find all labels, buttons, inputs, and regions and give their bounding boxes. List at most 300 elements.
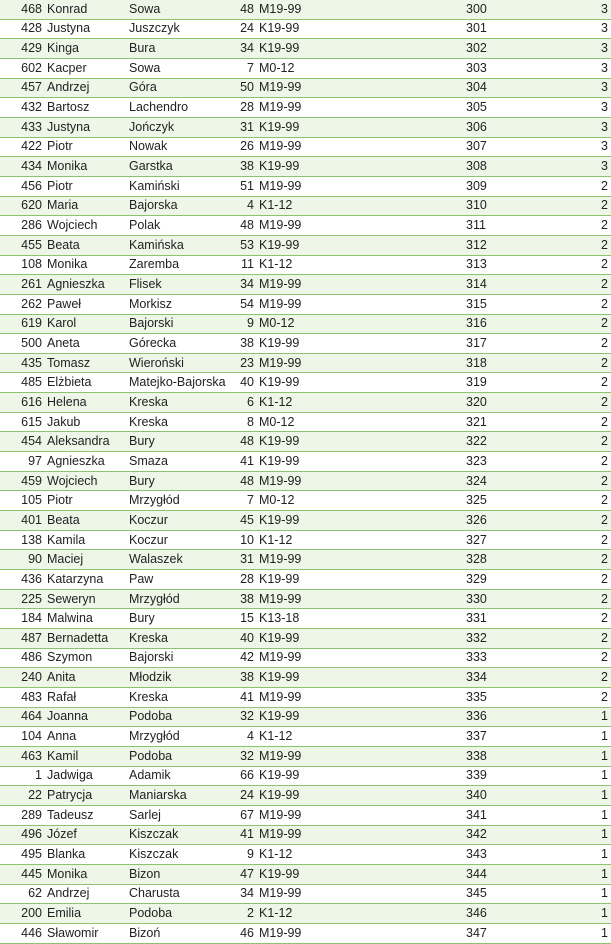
points-cell: 2 [586,196,611,216]
last-name-cell: Kamińska [127,235,229,255]
first-name-cell: Sławomir [45,923,127,943]
first-name-cell: Monika [45,255,127,275]
table-row [0,452,611,472]
last-name-cell: Sarlej [127,805,229,825]
place-cell: 331 [466,609,586,629]
points-cell: 2 [586,432,611,452]
table-row [0,825,611,845]
first-name-cell: Piotr [45,491,127,511]
last-name-cell: Wieroński [127,353,229,373]
last-name-cell: Kreska [127,412,229,432]
points-cell: 2 [586,334,611,354]
points-cell: 2 [586,648,611,668]
category-cell: M19-99 [257,0,466,19]
age-cell: 31 [229,117,257,137]
last-name-cell: Bura [127,39,229,59]
last-name-cell: Zaremba [127,255,229,275]
table-row [0,58,611,78]
points-cell: 3 [586,117,611,137]
first-name-cell: Karol [45,314,127,334]
start-number-cell: 435 [0,353,45,373]
last-name-cell: Młodzik [127,668,229,688]
start-number-cell: 487 [0,629,45,649]
last-name-cell: Bury [127,471,229,491]
table-row [0,589,611,609]
age-cell: 48 [229,471,257,491]
place-cell: 328 [466,550,586,570]
first-name-cell: Elżbieta [45,373,127,393]
start-number-cell: 105 [0,491,45,511]
last-name-cell: Polak [127,216,229,236]
last-name-cell: Charusta [127,884,229,904]
age-cell: 66 [229,766,257,786]
last-name-cell: Koczur [127,530,229,550]
points-cell: 3 [586,78,611,98]
start-number-cell: 286 [0,216,45,236]
category-cell: M19-99 [257,884,466,904]
start-number-cell: 432 [0,98,45,118]
age-cell: 31 [229,550,257,570]
table-row [0,707,611,727]
first-name-cell: Joanna [45,707,127,727]
start-number-cell: 240 [0,668,45,688]
place-cell: 315 [466,294,586,314]
age-cell: 34 [229,39,257,59]
last-name-cell: Flisek [127,275,229,295]
last-name-cell: Matejko-Bajorska [127,373,229,393]
age-cell: 23 [229,353,257,373]
table-row [0,19,611,39]
place-cell: 326 [466,511,586,531]
table-row [0,255,611,275]
table-row [0,0,611,19]
place-cell: 327 [466,530,586,550]
table-row [0,884,611,904]
age-cell: 24 [229,786,257,806]
place-cell: 317 [466,334,586,354]
age-cell: 32 [229,746,257,766]
age-cell: 45 [229,511,257,531]
points-cell: 2 [586,629,611,649]
first-name-cell: Beata [45,235,127,255]
category-cell: M19-99 [257,825,466,845]
category-cell: M19-99 [257,589,466,609]
age-cell: 10 [229,530,257,550]
points-cell: 2 [586,589,611,609]
table-row [0,570,611,590]
age-cell: 6 [229,393,257,413]
points-cell: 1 [586,727,611,747]
last-name-cell: Podoba [127,707,229,727]
start-number-cell: 434 [0,157,45,177]
first-name-cell: Bartosz [45,98,127,118]
category-cell: K19-99 [257,707,466,727]
start-number-cell: 445 [0,864,45,884]
points-cell: 3 [586,157,611,177]
category-cell: M19-99 [257,176,466,196]
category-cell: M0-12 [257,58,466,78]
first-name-cell: Malwina [45,609,127,629]
table-row [0,176,611,196]
last-name-cell: Górecka [127,334,229,354]
last-name-cell: Kiszczak [127,825,229,845]
first-name-cell: Beata [45,511,127,531]
table-row [0,353,611,373]
table-row [0,864,611,884]
category-cell: K1-12 [257,727,466,747]
start-number-cell: 104 [0,727,45,747]
age-cell: 7 [229,491,257,511]
table-row [0,668,611,688]
start-number-cell: 97 [0,452,45,472]
last-name-cell: Walaszek [127,550,229,570]
table-row [0,98,611,118]
place-cell: 345 [466,884,586,904]
last-name-cell: Bajorska [127,196,229,216]
table-row [0,511,611,531]
place-cell: 325 [466,491,586,511]
first-name-cell: Bernadetta [45,629,127,649]
points-cell: 1 [586,766,611,786]
category-cell: M19-99 [257,275,466,295]
category-cell: K19-99 [257,511,466,531]
start-number-cell: 225 [0,589,45,609]
points-cell: 2 [586,412,611,432]
points-cell: 2 [586,393,611,413]
start-number-cell: 436 [0,570,45,590]
points-cell: 2 [586,687,611,707]
last-name-cell: Mrzygłód [127,491,229,511]
category-cell: K19-99 [257,786,466,806]
first-name-cell: Jadwiga [45,766,127,786]
points-cell: 2 [586,373,611,393]
table-row [0,687,611,707]
last-name-cell: Morkisz [127,294,229,314]
table-row [0,78,611,98]
place-cell: 312 [466,235,586,255]
category-cell: M0-12 [257,314,466,334]
place-cell: 307 [466,137,586,157]
start-number-cell: 500 [0,334,45,354]
category-cell: K19-99 [257,157,466,177]
first-name-cell: Szymon [45,648,127,668]
first-name-cell: Agnieszka [45,275,127,295]
first-name-cell: Justyna [45,19,127,39]
points-cell: 2 [586,275,611,295]
table-row [0,629,611,649]
category-cell: M19-99 [257,98,466,118]
points-cell: 1 [586,707,611,727]
last-name-cell: Adamik [127,766,229,786]
age-cell: 41 [229,452,257,472]
table-row [0,275,611,295]
category-cell: K19-99 [257,432,466,452]
place-cell: 303 [466,58,586,78]
first-name-cell: Kamila [45,530,127,550]
table-row [0,393,611,413]
place-cell: 332 [466,629,586,649]
points-cell: 2 [586,235,611,255]
start-number-cell: 138 [0,530,45,550]
start-number-cell: 483 [0,687,45,707]
start-number-cell: 22 [0,786,45,806]
last-name-cell: Jończyk [127,117,229,137]
start-number-cell: 289 [0,805,45,825]
points-cell: 3 [586,58,611,78]
first-name-cell: Konrad [45,0,127,19]
start-number-cell: 90 [0,550,45,570]
table-row [0,235,611,255]
place-cell: 339 [466,766,586,786]
age-cell: 9 [229,314,257,334]
first-name-cell: Katarzyna [45,570,127,590]
points-cell: 2 [586,294,611,314]
first-name-cell: Monika [45,864,127,884]
place-cell: 343 [466,845,586,865]
last-name-cell: Garstka [127,157,229,177]
category-cell: K13-18 [257,609,466,629]
start-number-cell: 108 [0,255,45,275]
table-row [0,746,611,766]
place-cell: 335 [466,687,586,707]
table-row [0,550,611,570]
place-cell: 309 [466,176,586,196]
category-cell: M19-99 [257,746,466,766]
first-name-cell: Kamil [45,746,127,766]
start-number-cell: 1 [0,766,45,786]
age-cell: 24 [229,19,257,39]
last-name-cell: Mrzygłód [127,727,229,747]
age-cell: 8 [229,412,257,432]
age-cell: 42 [229,648,257,668]
start-number-cell: 620 [0,196,45,216]
table-row [0,294,611,314]
start-number-cell: 455 [0,235,45,255]
last-name-cell: Bury [127,432,229,452]
start-number-cell: 602 [0,58,45,78]
age-cell: 2 [229,904,257,924]
place-cell: 333 [466,648,586,668]
category-cell: M19-99 [257,78,466,98]
table-row [0,157,611,177]
age-cell: 38 [229,157,257,177]
start-number-cell: 433 [0,117,45,137]
start-number-cell: 486 [0,648,45,668]
start-number-cell: 464 [0,707,45,727]
age-cell: 4 [229,196,257,216]
start-number-cell: 615 [0,412,45,432]
category-cell: K19-99 [257,117,466,137]
points-cell: 1 [586,904,611,924]
category-cell: K19-99 [257,373,466,393]
first-name-cell: Maria [45,196,127,216]
start-number-cell: 401 [0,511,45,531]
table-row [0,923,611,943]
age-cell: 54 [229,294,257,314]
category-cell: M19-99 [257,550,466,570]
age-cell: 11 [229,255,257,275]
age-cell: 7 [229,58,257,78]
start-number-cell: 463 [0,746,45,766]
first-name-cell: Blanka [45,845,127,865]
category-cell: K19-99 [257,334,466,354]
last-name-cell: Bajorski [127,314,229,334]
age-cell: 47 [229,864,257,884]
last-name-cell: Góra [127,78,229,98]
age-cell: 48 [229,216,257,236]
table-row [0,904,611,924]
last-name-cell: Juszczyk [127,19,229,39]
last-name-cell: Kamiński [127,176,229,196]
place-cell: 322 [466,432,586,452]
table-row [0,727,611,747]
points-cell: 1 [586,845,611,865]
points-cell: 2 [586,314,611,334]
age-cell: 26 [229,137,257,157]
points-cell: 3 [586,0,611,19]
first-name-cell: Anita [45,668,127,688]
points-cell: 2 [586,570,611,590]
category-cell: K19-99 [257,39,466,59]
category-cell: K1-12 [257,904,466,924]
place-cell: 301 [466,19,586,39]
first-name-cell: Andrzej [45,78,127,98]
start-number-cell: 457 [0,78,45,98]
table-row [0,432,611,452]
place-cell: 316 [466,314,586,334]
start-number-cell: 429 [0,39,45,59]
place-cell: 321 [466,412,586,432]
first-name-cell: Jakub [45,412,127,432]
last-name-cell: Podoba [127,746,229,766]
table-row [0,491,611,511]
category-cell: M19-99 [257,687,466,707]
category-cell: M19-99 [257,471,466,491]
category-cell: K19-99 [257,629,466,649]
age-cell: 38 [229,668,257,688]
category-cell: K19-99 [257,864,466,884]
points-cell: 3 [586,39,611,59]
start-number-cell: 428 [0,19,45,39]
age-cell: 41 [229,687,257,707]
points-cell: 2 [586,491,611,511]
first-name-cell: Kacper [45,58,127,78]
last-name-cell: Podoba [127,904,229,924]
category-cell: M19-99 [257,923,466,943]
start-number-cell: 495 [0,845,45,865]
age-cell: 67 [229,805,257,825]
place-cell: 338 [466,746,586,766]
category-cell: K19-99 [257,668,466,688]
last-name-cell: Lachendro [127,98,229,118]
points-cell: 2 [586,511,611,531]
last-name-cell: Sowa [127,0,229,19]
category-cell: K1-12 [257,845,466,865]
category-cell: K1-12 [257,530,466,550]
points-cell: 1 [586,923,611,943]
place-cell: 341 [466,805,586,825]
table-row [0,845,611,865]
place-cell: 342 [466,825,586,845]
last-name-cell: Maniarska [127,786,229,806]
place-cell: 300 [466,0,586,19]
first-name-cell: Patrycja [45,786,127,806]
first-name-cell: Paweł [45,294,127,314]
last-name-cell: Kreska [127,393,229,413]
place-cell: 310 [466,196,586,216]
start-number-cell: 485 [0,373,45,393]
first-name-cell: Wojciech [45,471,127,491]
age-cell: 4 [229,727,257,747]
points-cell: 3 [586,98,611,118]
table-row [0,609,611,629]
first-name-cell: Emilia [45,904,127,924]
place-cell: 302 [466,39,586,59]
start-number-cell: 200 [0,904,45,924]
first-name-cell: Aneta [45,334,127,354]
table-row [0,471,611,491]
place-cell: 319 [466,373,586,393]
age-cell: 46 [229,923,257,943]
category-cell: K19-99 [257,19,466,39]
points-cell: 3 [586,19,611,39]
category-cell: K1-12 [257,255,466,275]
place-cell: 311 [466,216,586,236]
age-cell: 53 [229,235,257,255]
points-cell: 3 [586,137,611,157]
table-row [0,373,611,393]
age-cell: 28 [229,570,257,590]
table-row [0,766,611,786]
table-row [0,39,611,59]
points-cell: 1 [586,805,611,825]
start-number-cell: 468 [0,0,45,19]
category-cell: K1-12 [257,196,466,216]
points-cell: 1 [586,825,611,845]
first-name-cell: Wojciech [45,216,127,236]
last-name-cell: Kiszczak [127,845,229,865]
first-name-cell: Tomasz [45,353,127,373]
category-cell: M19-99 [257,353,466,373]
first-name-cell: Helena [45,393,127,413]
category-cell: K1-12 [257,393,466,413]
points-cell: 2 [586,668,611,688]
first-name-cell: Piotr [45,137,127,157]
place-cell: 308 [466,157,586,177]
last-name-cell: Smaza [127,452,229,472]
table-row [0,196,611,216]
first-name-cell: Andrzej [45,884,127,904]
table-row [0,117,611,137]
points-cell: 1 [586,746,611,766]
table-row [0,786,611,806]
points-cell: 1 [586,786,611,806]
start-number-cell: 454 [0,432,45,452]
start-number-cell: 446 [0,923,45,943]
first-name-cell: Justyna [45,117,127,137]
last-name-cell: Bury [127,609,229,629]
age-cell: 40 [229,629,257,649]
points-cell: 2 [586,550,611,570]
points-cell: 1 [586,864,611,884]
start-number-cell: 619 [0,314,45,334]
table-row [0,412,611,432]
table-row [0,137,611,157]
first-name-cell: Seweryn [45,589,127,609]
first-name-cell: Maciej [45,550,127,570]
start-number-cell: 459 [0,471,45,491]
points-cell: 2 [586,471,611,491]
